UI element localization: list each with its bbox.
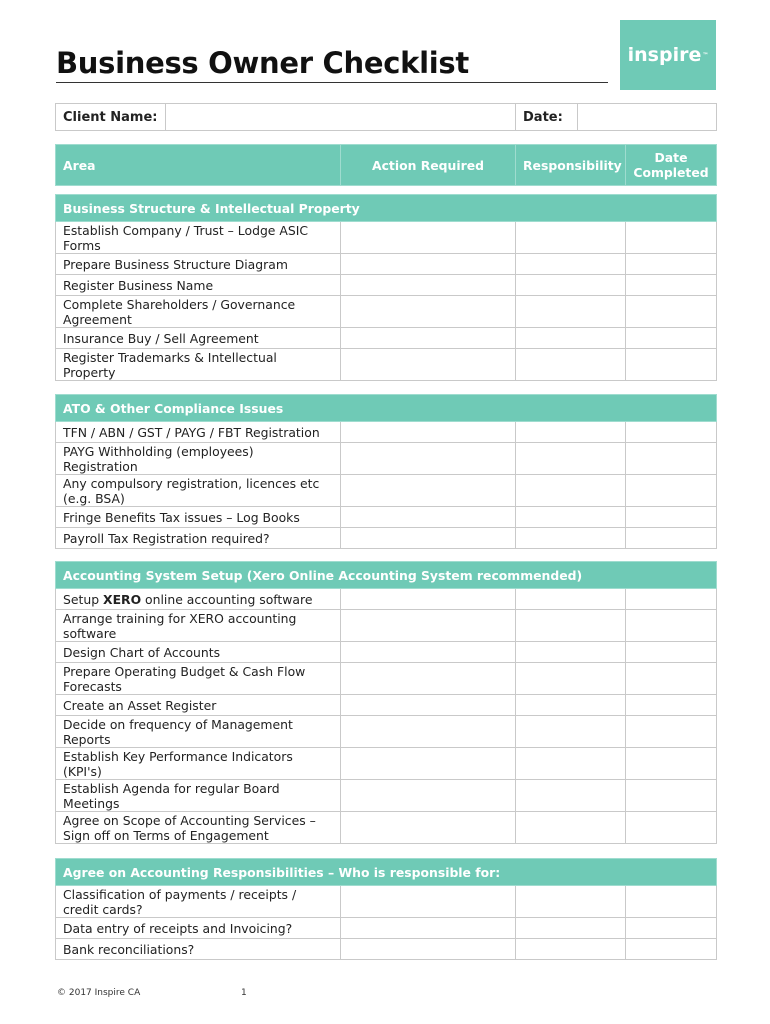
responsibility-cell[interactable] [516, 812, 626, 844]
area-text: Register Business Name [63, 277, 214, 293]
area-text: Forms [63, 237, 101, 253]
date-completed-cell[interactable] [626, 780, 717, 812]
date-completed-cell[interactable] [626, 716, 717, 748]
trademark-mark: ™ [702, 51, 709, 59]
area-text: Complete Shareholders / Governance [63, 296, 296, 312]
action-required-cell[interactable] [341, 443, 516, 475]
responsibility-cell[interactable] [516, 328, 626, 349]
checklist-row [56, 642, 717, 663]
client-name-field[interactable] [166, 104, 516, 131]
area-text: Agree on Scope of Accounting Services – [63, 812, 316, 828]
area-text: Reports [63, 731, 111, 747]
area-cell [56, 642, 341, 663]
area-text: (KPI's) [63, 763, 102, 779]
area-cell [56, 254, 341, 275]
date-completed-cell[interactable] [626, 886, 717, 918]
area-cell [56, 328, 341, 349]
date-completed-cell[interactable] [626, 507, 717, 528]
checklist-section [55, 561, 717, 844]
checklist-row [56, 748, 717, 780]
date-completed-cell[interactable] [626, 422, 717, 443]
action-required-cell[interactable] [341, 716, 516, 748]
action-required-cell[interactable] [341, 528, 516, 549]
date-completed-cell[interactable] [626, 528, 717, 549]
checklist-section [55, 394, 717, 549]
responsibility-cell[interactable] [516, 349, 626, 381]
action-required-cell[interactable] [341, 254, 516, 275]
date-completed-cell[interactable] [626, 918, 717, 939]
checklist-row [56, 589, 717, 610]
area-cell [56, 222, 341, 254]
area-cell [56, 886, 341, 918]
area-text: Establish Company / Trust – Lodge ASIC [63, 222, 309, 238]
action-required-cell[interactable] [341, 695, 516, 716]
date-completed-cell[interactable] [626, 296, 717, 328]
area-text: Payroll Tax Registration required? [63, 530, 270, 546]
date-completed-cell[interactable] [626, 443, 717, 475]
area-text: Prepare Operating Budget & Cash Flow [63, 663, 306, 679]
date-completed-cell[interactable] [626, 610, 717, 642]
checklist-row [56, 780, 717, 812]
area-text: Meetings [63, 795, 120, 811]
checklist-row [56, 349, 717, 381]
responsibility-cell[interactable] [516, 275, 626, 296]
responsibility-cell[interactable] [516, 254, 626, 275]
date-completed-cell[interactable] [626, 695, 717, 716]
logo-text: inspire [627, 44, 702, 66]
area-text: Design Chart of Accounts [63, 644, 221, 660]
area-text: TFN / ABN / GST / PAYG / FBT Registration [63, 424, 320, 440]
client-info-table [55, 103, 717, 131]
checklist-row [56, 222, 717, 254]
area-cell [56, 812, 341, 844]
area-cell [56, 296, 341, 328]
action-required-cell[interactable] [341, 812, 516, 844]
footer-page-number: 1 [241, 988, 247, 998]
area-text: Agreement [63, 311, 132, 327]
area-text: Classification of payments / receipts / [63, 886, 297, 902]
date-completed-cell[interactable] [626, 222, 717, 254]
responsibility-cell[interactable] [516, 507, 626, 528]
date-completed-cell[interactable] [626, 748, 717, 780]
title-underline [56, 82, 608, 83]
action-required-cell[interactable] [341, 642, 516, 663]
date-completed-cell[interactable] [626, 254, 717, 275]
area-cell [56, 528, 341, 549]
action-required-cell[interactable] [341, 422, 516, 443]
area-text: software [63, 625, 117, 641]
action-required-cell[interactable] [341, 475, 516, 507]
area-cell [56, 475, 341, 507]
area-text: Property [63, 364, 116, 380]
checklist-section [55, 858, 717, 960]
area-text: Register Trademarks & Intellectual [63, 349, 277, 365]
date-completed-cell[interactable] [626, 328, 717, 349]
date-completed-cell[interactable] [626, 642, 717, 663]
checklist-row [56, 918, 717, 939]
checklist-row [56, 507, 717, 528]
responsibility-cell[interactable] [516, 296, 626, 328]
date-completed-cell[interactable] [626, 939, 717, 960]
checklist-row [56, 275, 717, 296]
checklist-row [56, 939, 717, 960]
area-cell [56, 780, 341, 812]
action-required-cell[interactable] [341, 328, 516, 349]
area-text: Data entry of receipts and Invoicing? [63, 920, 293, 936]
action-required-cell[interactable] [341, 589, 516, 610]
action-required-cell[interactable] [341, 939, 516, 960]
column-action-required: Action Required [341, 145, 516, 186]
column-date-line2: Completed [633, 165, 709, 180]
area-cell [56, 748, 341, 780]
responsibility-cell[interactable] [516, 886, 626, 918]
section-heading: ATO & Other Compliance Issues [56, 395, 717, 422]
area-text: Bank reconciliations? [63, 941, 195, 957]
date-completed-cell[interactable] [626, 475, 717, 507]
action-required-cell[interactable] [341, 507, 516, 528]
responsibility-cell[interactable] [516, 663, 626, 695]
column-area: Area [56, 145, 341, 186]
action-required-cell[interactable] [341, 275, 516, 296]
checklist-row [56, 663, 717, 695]
date-completed-cell[interactable] [626, 275, 717, 296]
area-cell [56, 918, 341, 939]
action-required-cell[interactable] [341, 748, 516, 780]
checklist-row [56, 254, 717, 275]
area-cell [56, 695, 341, 716]
area-cell [56, 275, 341, 296]
area-cell [56, 589, 341, 610]
checklist-row [56, 886, 717, 918]
date-completed-cell[interactable] [626, 663, 717, 695]
section-heading: Accounting System Setup (Xero Online Accounting System recommended) [56, 562, 717, 589]
responsibility-cell[interactable] [516, 918, 626, 939]
responsibility-cell[interactable] [516, 443, 626, 475]
action-required-cell[interactable] [341, 886, 516, 918]
responsibility-cell[interactable] [516, 695, 626, 716]
area-cell [56, 663, 341, 695]
checklist-row [56, 695, 717, 716]
action-required-cell[interactable] [341, 610, 516, 642]
section-heading: Business Structure & Intellectual Property [56, 195, 717, 222]
column-date-completed [626, 145, 717, 186]
area-cell [56, 610, 341, 642]
area-cell [56, 939, 341, 960]
responsibility-cell[interactable] [516, 589, 626, 610]
area-text: Fringe Benefits Tax issues – Log Books [63, 509, 300, 525]
area-text: Registration [63, 458, 138, 474]
checklist-row [56, 475, 717, 507]
section-heading: Agree on Accounting Responsibilities – Who is responsible for: [56, 859, 717, 886]
area-text: Establish Key Performance Indicators [63, 748, 293, 764]
column-header-table [55, 144, 717, 186]
responsibility-cell[interactable] [516, 528, 626, 549]
date-completed-cell[interactable] [626, 589, 717, 610]
area-cell [56, 443, 341, 475]
area-text: Decide on frequency of Management [63, 716, 293, 732]
date-completed-cell[interactable] [626, 349, 717, 381]
action-required-cell[interactable] [341, 918, 516, 939]
responsibility-cell[interactable] [516, 222, 626, 254]
area-text: Insurance Buy / Sell Agreement [63, 330, 259, 346]
area-cell [56, 349, 341, 381]
checklist-row [56, 812, 717, 844]
action-required-cell[interactable] [341, 663, 516, 695]
area-text: Arrange training for XERO accounting [63, 610, 297, 626]
area-text-bold: XERO [103, 591, 142, 607]
area-text: PAYG Withholding (employees) [63, 443, 254, 459]
responsibility-cell[interactable] [516, 748, 626, 780]
action-required-cell[interactable] [341, 222, 516, 254]
inspire-logo [620, 20, 716, 90]
page-title: Business Owner Checklist [56, 46, 469, 80]
checklist-row [56, 528, 717, 549]
responsibility-cell[interactable] [516, 642, 626, 663]
client-name-label: Client Name: [56, 104, 166, 131]
action-required-cell[interactable] [341, 296, 516, 328]
checklist-row [56, 443, 717, 475]
area-text: Forecasts [63, 678, 122, 694]
column-date-line1: Date [654, 150, 688, 165]
area-cell [56, 716, 341, 748]
area-cell [56, 507, 341, 528]
responsibility-cell[interactable] [516, 422, 626, 443]
area-text: credit cards? [63, 901, 143, 917]
checklist-row [56, 328, 717, 349]
checklist-section [55, 194, 717, 381]
area-text: Setup [63, 591, 104, 607]
date-field[interactable] [578, 104, 717, 131]
area-text: Any compulsory registration, licences etc [63, 475, 320, 491]
area-cell [56, 422, 341, 443]
action-required-cell[interactable] [341, 780, 516, 812]
checklist-row [56, 610, 717, 642]
responsibility-cell[interactable] [516, 780, 626, 812]
date-label: Date: [516, 104, 578, 131]
area-text: Prepare Business Structure Diagram [63, 256, 288, 272]
area-text: (e.g. BSA) [63, 490, 125, 506]
footer-copyright: © 2017 Inspire CA [57, 988, 141, 998]
area-text: Establish Agenda for regular Board [63, 780, 280, 796]
checklist-row [56, 422, 717, 443]
responsibility-cell[interactable] [516, 716, 626, 748]
responsibility-cell[interactable] [516, 610, 626, 642]
checklist-row [56, 296, 717, 328]
responsibility-cell[interactable] [516, 475, 626, 507]
column-responsibility: Responsibility [516, 145, 626, 186]
responsibility-cell[interactable] [516, 939, 626, 960]
area-text: online accounting software [141, 591, 313, 607]
date-completed-cell[interactable] [626, 812, 717, 844]
area-text: Sign off on Terms of Engagement [63, 827, 269, 843]
action-required-cell[interactable] [341, 349, 516, 381]
checklist-row [56, 716, 717, 748]
area-text: Create an Asset Register [63, 697, 217, 713]
